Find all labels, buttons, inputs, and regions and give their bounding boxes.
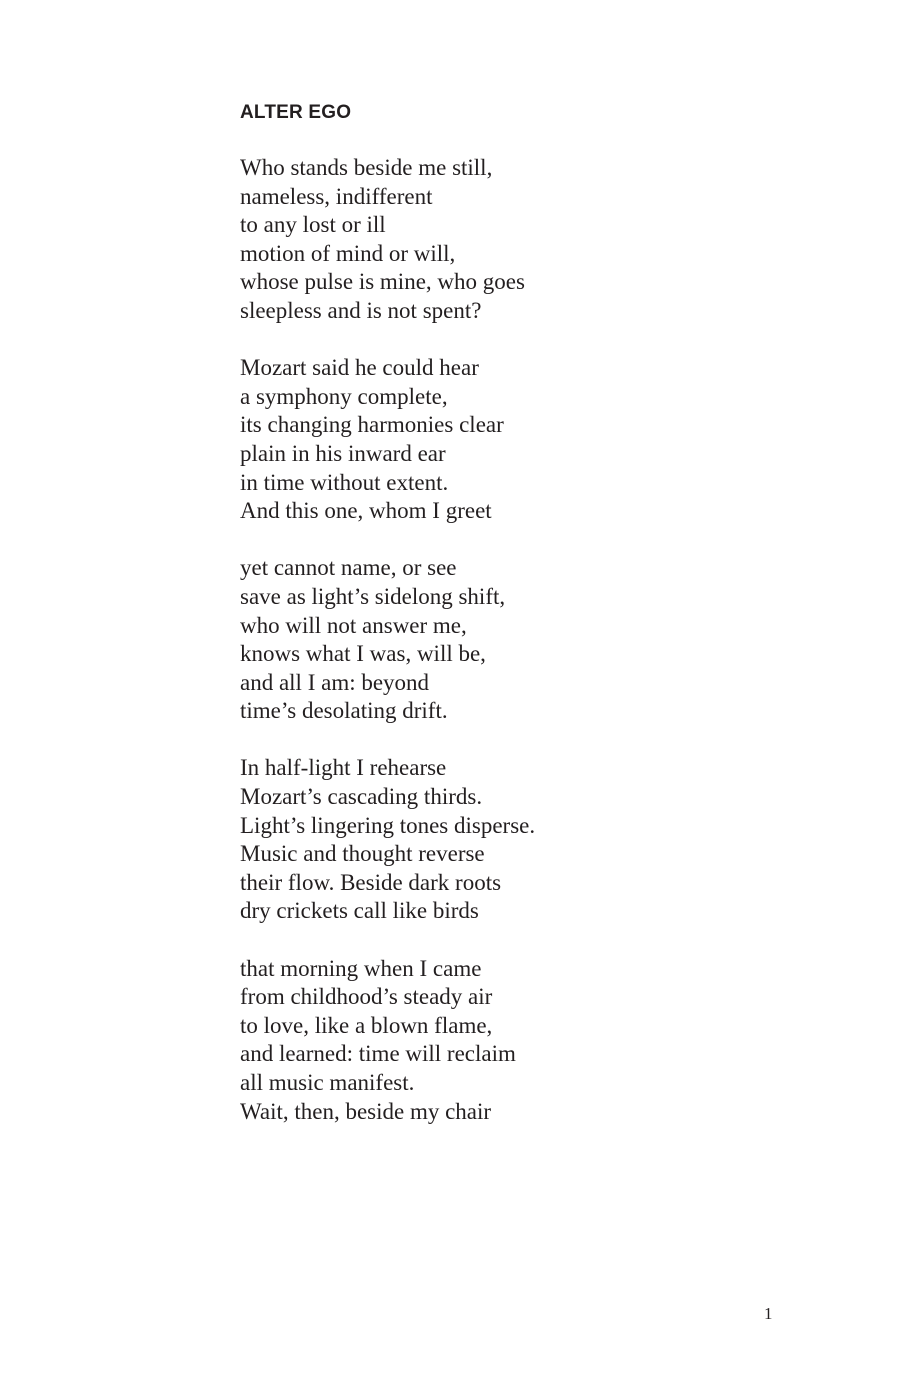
poem-body [240,154,800,1155]
poem-line: Mozart’s cascading thirds. [240,784,483,810]
poem-line: motion of mind or will, [240,240,456,266]
poem-line: all music manifest. [240,1070,415,1095]
poem-line: to any lost or ill [240,212,386,238]
poem-line: that morning when I came [240,955,482,981]
poem-line: And this one, whom I greet [240,498,492,524]
stanza-5 [240,955,800,1127]
stanza-4 [240,754,800,926]
poem-line: who will not answer me, [240,612,467,638]
poem-line: Wait, then, beside my chair [240,1098,492,1124]
poem-line: nameless, indifferent [240,183,433,209]
poem-line: to love, like a blown flame, [240,1012,493,1038]
poem-line: In half-light I rehearse [240,755,447,781]
poem-line: whose pulse is mine, who goes [240,269,525,295]
poem-line: knows what I was, will be, [240,641,486,667]
poem-line: its changing harmonies clear [240,412,504,438]
poem-title: ALTER EGO [240,102,352,123]
poem-line: and learned: time will reclaim [240,1041,516,1067]
stanza-2 [240,354,800,526]
poem-line: and all I am: beyond [240,669,430,695]
poem-line: save as light’s sidelong shift, [240,583,506,609]
poem-line: yet cannot name, or see [240,555,457,581]
poem-line: in time without extent. [240,469,449,495]
poem-line: sleepless and is not spent? [240,297,482,323]
poem-line: dry crickets call like birds [240,898,479,924]
poem-line: plain in his inward ear [240,440,446,466]
poem-line: Mozart said he could hear [240,355,479,381]
stanza-3 [240,554,800,726]
poem-line: a symphony complete, [240,383,448,409]
page-number: 1 [764,1304,773,1323]
poem-line: Who stands beside me still, [240,155,493,180]
poem-line: from childhood’s steady air [240,984,493,1010]
stanza-1 [240,154,800,326]
poem-line: Music and thought reverse [240,841,485,867]
poem-line: their flow. Beside dark roots [240,869,502,895]
poem-line: time’s desolating drift. [240,698,448,724]
poem-line: Light’s lingering tones disperse. [240,812,536,838]
